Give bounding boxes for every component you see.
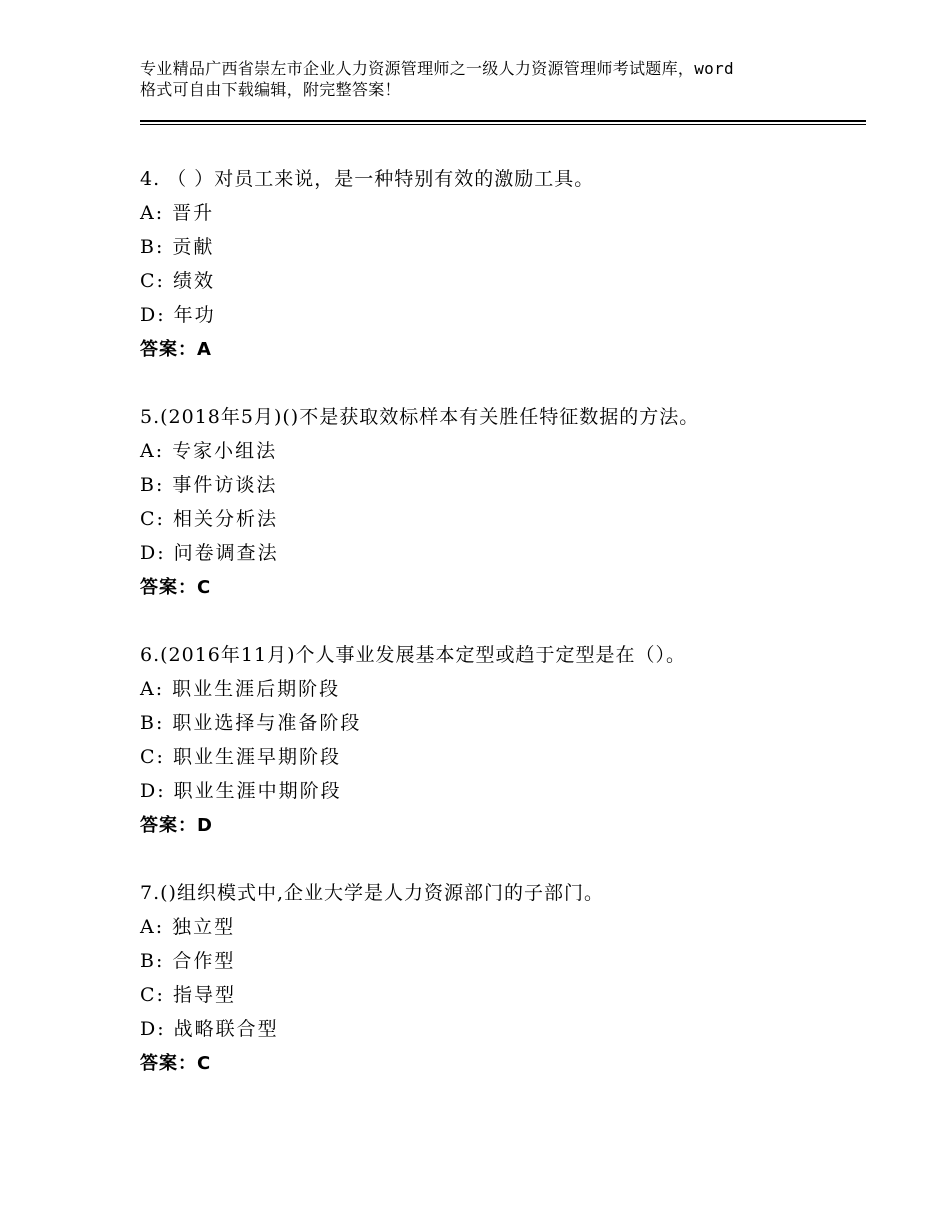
- document-header: [140, 58, 830, 100]
- question-6: [140, 641, 860, 845]
- header-divider-thin: [140, 124, 866, 125]
- option-c: C: 指导型: [140, 984, 236, 1006]
- question-4: [140, 165, 860, 369]
- answer-line: 答案：D: [140, 815, 213, 836]
- option-c: C: 职业生涯早期阶段: [140, 746, 341, 768]
- option-c: C: 相关分析法: [140, 508, 278, 530]
- option-b: B: 职业选择与准备阶段: [140, 712, 362, 734]
- question-stem: 6.(2016年11月)个人事业发展基本定型或趋于定型是在（）。: [140, 644, 686, 666]
- header-title-line-1: 专业精品广西省崇左市企业人力资源管理师之一级人力资源管理师考试题库，word: [140, 59, 734, 78]
- option-b: B: 贡献: [140, 236, 215, 258]
- option-a: A: 专家小组法: [140, 440, 278, 462]
- answer-line: 答案：C: [140, 1053, 212, 1074]
- header-title-line-2: 格式可自由下载编辑，附完整答案！: [140, 80, 401, 99]
- option-b: B: 合作型: [140, 950, 236, 972]
- option-a: A: 职业生涯后期阶段: [140, 678, 341, 700]
- question-stem: 7.()组织模式中,企业大学是人力资源部门的子部门。: [140, 882, 604, 904]
- option-a: A: 独立型: [140, 916, 236, 938]
- option-d: D: 职业生涯中期阶段: [140, 780, 342, 802]
- option-d: D: 问卷调查法: [140, 542, 279, 564]
- question-7: [140, 879, 860, 1083]
- header-divider-thick: [140, 120, 866, 122]
- question-stem: 4. （ ）对员工来说，是一种特别有效的激励工具。: [140, 168, 595, 190]
- option-c: C: 绩效: [140, 270, 215, 292]
- answer-line: 答案：A: [140, 339, 212, 360]
- answer-line: 答案：C: [140, 577, 212, 598]
- question-list: [140, 165, 860, 1117]
- option-d: D: 战略联合型: [140, 1018, 279, 1040]
- option-b: B: 事件访谈法: [140, 474, 278, 496]
- question-5: [140, 403, 860, 607]
- option-d: D: 年功: [140, 304, 216, 326]
- option-a: A: 晋升: [140, 202, 215, 224]
- question-stem: 5.(2018年5月)()不是获取效标样本有关胜任特征数据的方法。: [140, 406, 700, 428]
